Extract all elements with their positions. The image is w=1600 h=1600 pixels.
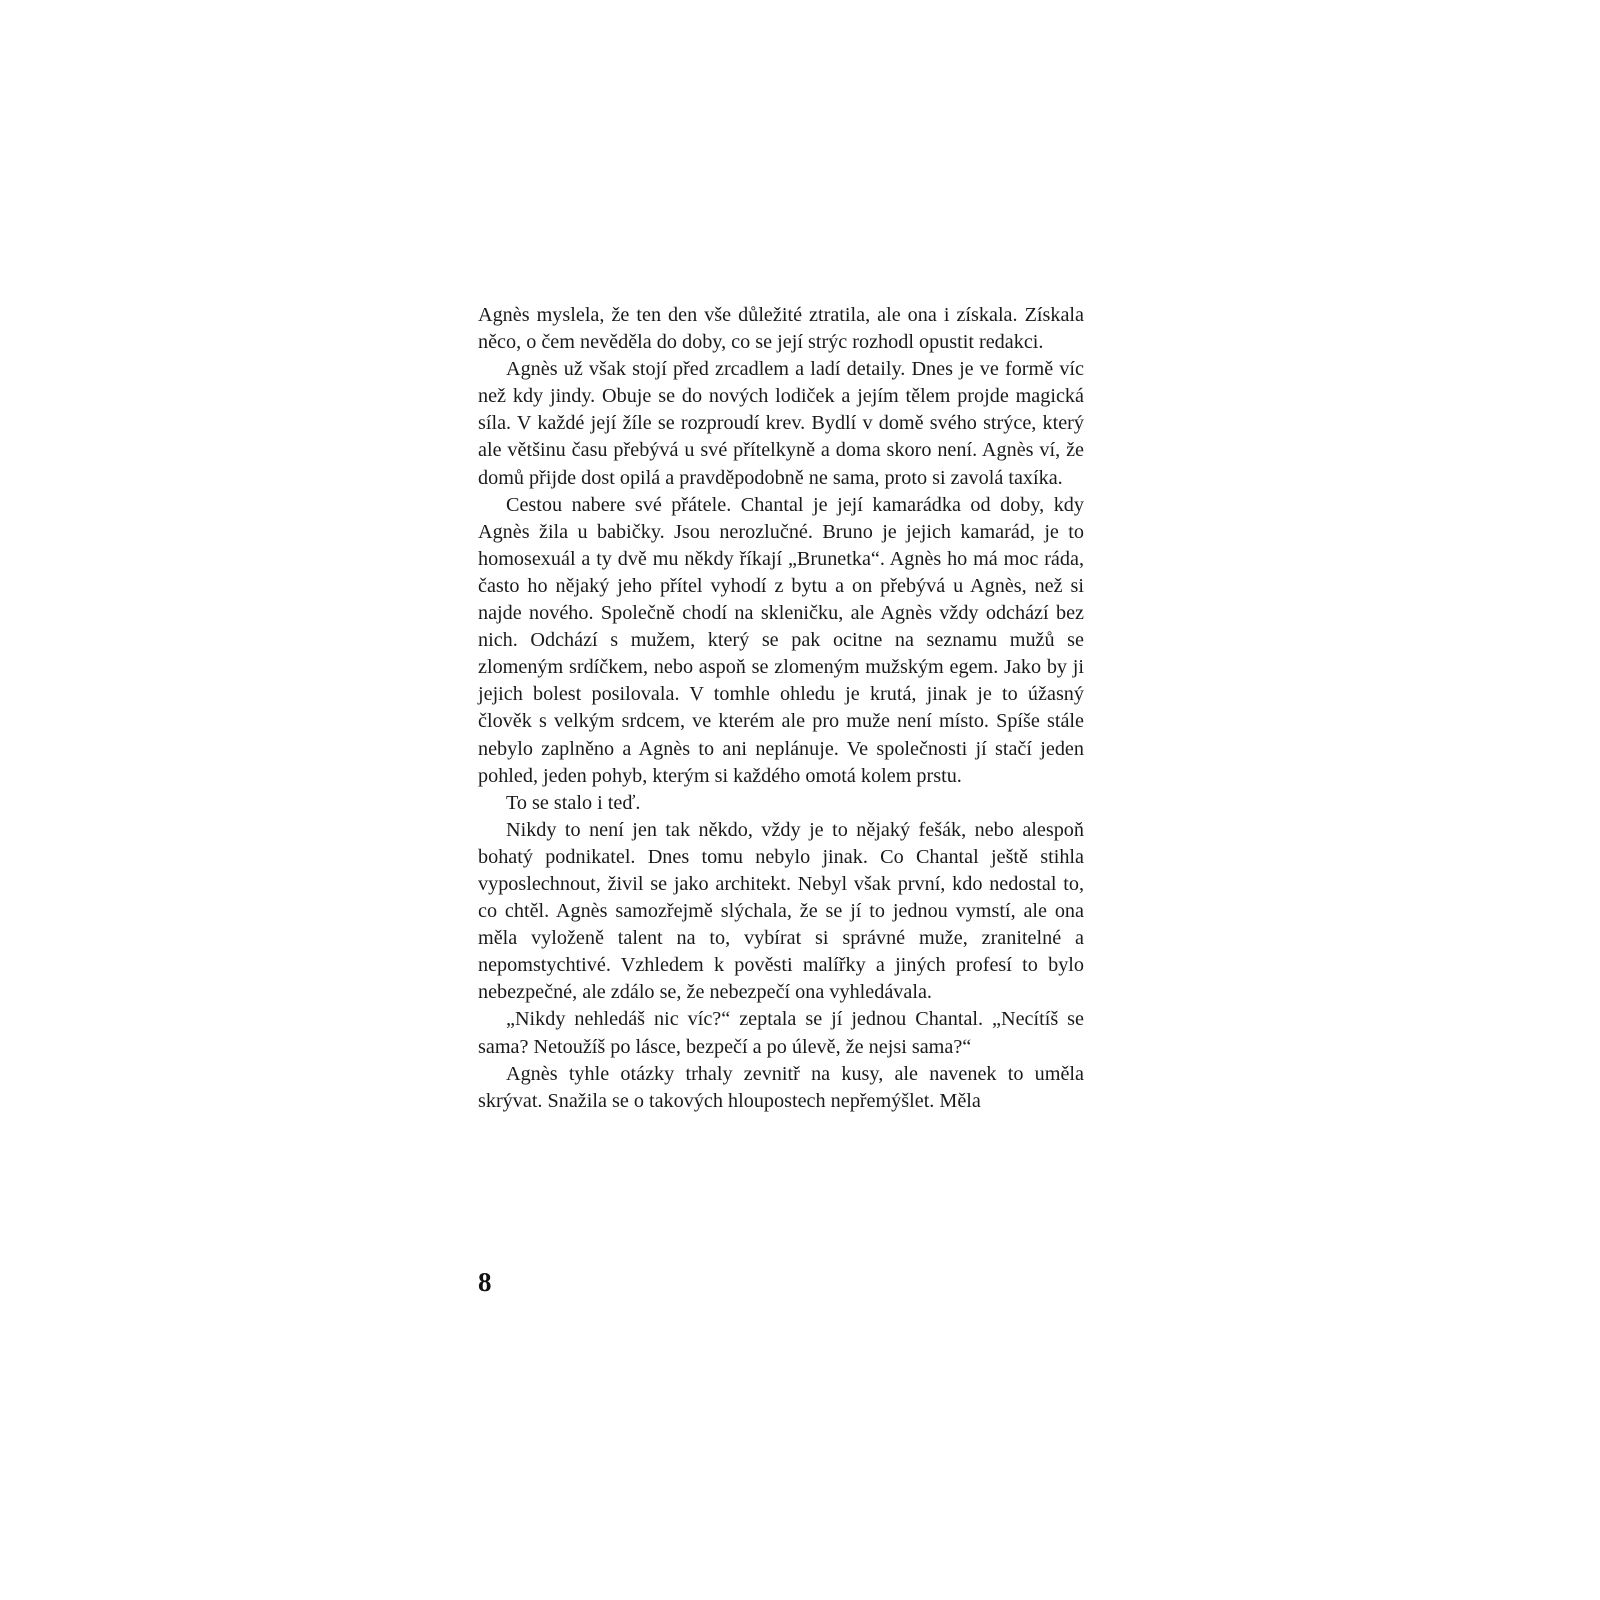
paragraph-4: To se stalo i teď. [506, 791, 641, 814]
paragraph-6: „Nikdy nehledáš nic víc?“ zeptala se jí jednou Chantal. „Necítíš se sama? Netoužíš po lásce, bezpečí a po úlevě, že nejsi sama?“ [478, 1008, 1084, 1058]
body-text [478, 302, 1084, 1115]
paragraph-2: Agnès už však stojí před zrcadlem a ladí detaily. Dnes je ve formě víc než kdy jindy. Obuje se do nových lodiček a jejím tělem projde magická síla. V každé její žíle se rozproudí krev. Bydlí v domě svého strýce, který ale většinu času přebývá u své přítelkyně a doma skoro není. Agnès ví, že domů přijde dost opilá a pravděpodobně ne sama, proto si zavolá taxíka. [478, 358, 1084, 489]
paragraph-7: Agnès tyhle otázky trhaly zevnitř na kusy, ale navenek to uměla skrývat. Snažila se o takových hloupostech nepřemýšlet. Měla [478, 1062, 1084, 1112]
paragraph-3: Cestou nabere své přátele. Chantal je její kamarádka od doby, kdy Agnès žila u babičky. Jsou nerozlučné. Bruno je jejich kamarád, je to homosexuál a ty dvě mu někdy říkají „Brunetka“. Agnès ho má moc ráda, často ho nějaký jeho přítel vyhodí z bytu a on přebývá u Agnès, než si najde nového. Společně chodí na skleničku, ale Agnès vždy odchází bez nich. Odchází s mužem, který se pak ocitne na seznamu mužů se zlomeným srdíčkem, nebo aspoň se zlomeným mužským egem. Jako by ji jejich bolest posilovala. V tomhle ohledu je krutá, jinak je to úžasný člověk s velkým srdcem, ve kterém ale pro muže není místo. Spíše stále nebylo zaplněno a Agnès to ani neplánuje. Ve společnosti jí stačí jeden pohled, jeden pohyb, kterým si každého omotá kolem prstu. [478, 493, 1084, 787]
paragraph-1: Agnès myslela, že ten den vše důležité ztratila, ale ona i získala. Získala něco, o čem nevěděla do doby, co se její strýc rozhodl opustit redakci. [478, 304, 1084, 354]
paragraph-5: Nikdy to není jen tak někdo, vždy je to nějaký fešák, nebo alespoň bohatý podnikatel. Dnes tomu nebylo jinak. Co Chantal ještě stihla vyposlechnout, živil se jako architekt. Nebyl však první, kdo nedostal to, co chtěl. Agnès samozřejmě slýchala, že se jí to jednou vymstí, ale ona měla vyloženě talent na to, vybírat si správné muže, zranitelné a nepomstychtivé. Vzhledem k pověsti malířky a jiných profesí to bylo nebezpečné, ale zdálo se, že nebezpečí ona vyhledávala. [478, 818, 1084, 1004]
page-number: 8 [478, 1267, 492, 1297]
